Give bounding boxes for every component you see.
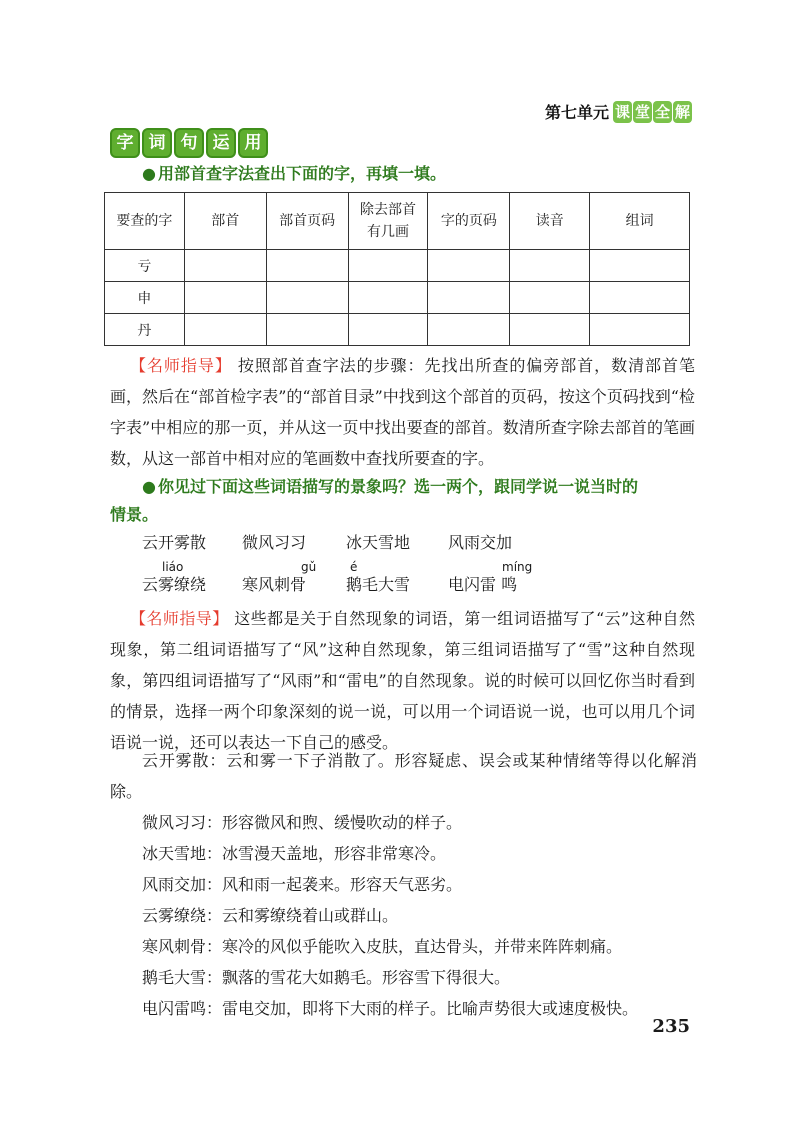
word: 鹅毛大雪 — [346, 575, 411, 594]
definition-item: 鹅毛大雪：飘落的雪花大如鹅毛。形容雪下得很大。 — [142, 968, 511, 987]
blank-cell[interactable] — [266, 250, 348, 282]
word: 风雨交加 — [448, 533, 513, 552]
table-header-cell: 读音 — [510, 193, 590, 250]
bullet-dot-icon: ● — [142, 477, 156, 496]
table-header-cell: 组词 — [590, 193, 690, 250]
blank-cell[interactable] — [184, 314, 266, 346]
ketang-quanjie-logo — [613, 101, 692, 123]
logo-char: 堂 — [634, 102, 650, 121]
banner-char: 运 — [206, 128, 236, 158]
definition-item: 冰天雪地：冰雪漫天盖地，形容非常寒冷。 — [142, 844, 447, 863]
definition-item: 电闪雷鸣：雷电交加，即将下大雨的样子。比喻声势很大或速度极快。 — [142, 999, 639, 1018]
table-header-cell: 部首页码 — [266, 193, 348, 250]
word: 寒风刺骨 — [242, 575, 307, 594]
task-1-text: 用部首查字法查出下面的字，再填一填。 — [157, 164, 446, 183]
teacher-guide-1 — [110, 350, 695, 474]
teacher-guide-text: 按照部首查字法的步骤：先找出所查的偏旁部首，数清部首笔画，然后在“部首检字表”的“部首目录”中找到这个部首的页码，按这个页码找到“检字表”中相应的那一页，并从这一页中找出要查的部首。数清所查字除去部首的笔画数，从这一部首中相对应的笔画数中查找所要查的字。 — [110, 356, 695, 468]
table-header-cell: 字的页码 — [428, 193, 510, 250]
table-header-cell: 部首 — [184, 193, 266, 250]
word: 云雾缭绕 — [142, 575, 207, 594]
task-1-instruction — [142, 161, 446, 184]
logo-char: 课 — [614, 102, 630, 121]
blank-cell[interactable] — [428, 250, 510, 282]
blank-cell[interactable] — [348, 250, 428, 282]
word: 云开雾散 — [142, 533, 207, 552]
blank-cell[interactable] — [590, 250, 690, 282]
blank-cell[interactable] — [428, 314, 510, 346]
section-banner — [110, 128, 268, 158]
table-row — [105, 282, 690, 314]
banner-char: 词 — [142, 128, 172, 158]
blank-cell[interactable] — [428, 282, 510, 314]
blank-cell[interactable] — [184, 250, 266, 282]
word: 微风习习 — [242, 533, 307, 552]
teacher-guide-2 — [110, 603, 695, 758]
table-header-cell: 要查的字 — [105, 193, 185, 250]
word: 电闪雷 鸣 — [448, 575, 518, 594]
page-number: 235 — [652, 1016, 690, 1037]
table-header-row — [105, 193, 690, 250]
teacher-guide-text: 这些都是关于自然现象的词语，第一组词语描写了“云”这种自然现象，第二组词语描写了“风”这种自然现象，第三组词语描写了“雪”这种自然现象，第四组词语描写了“风雨”和“雷电”的自然现象。说的时候可以回忆你当时看到的情景，选择一两个印象深刻的说一说，可以用一个词语说一说，也可以用几个词语说一说，还可以表达一下自己的感受。 — [110, 609, 695, 752]
logo-char: 全 — [654, 102, 670, 121]
blank-cell[interactable] — [266, 282, 348, 314]
blank-cell[interactable] — [510, 282, 590, 314]
blank-cell[interactable] — [590, 314, 690, 346]
banner-char: 句 — [174, 128, 204, 158]
teacher-guide-tag: 【名师指导】 — [130, 609, 229, 628]
pinyin: míng — [502, 560, 533, 574]
blank-cell[interactable] — [348, 282, 428, 314]
task-2-text-cont: 情景。 — [110, 505, 159, 524]
definition-item: 云开雾散：云和雾一下子消散了。形容疑虑、误会或某种情绪等得以化解消除。 — [110, 751, 697, 801]
logo-char: 解 — [674, 102, 690, 121]
definition-item: 云雾缭绕：云和雾缭绕着山或群山。 — [142, 906, 399, 925]
blank-cell[interactable] — [266, 314, 348, 346]
blank-cell[interactable] — [348, 314, 428, 346]
word: 冰天雪地 — [346, 533, 411, 552]
char-cell: 亏 — [105, 250, 185, 282]
definition-item: 寒风刺骨：寒冷的风似乎能吹入皮肤，直达骨头，并带来阵阵刺痛。 — [142, 937, 623, 956]
char-cell: 丹 — [105, 314, 185, 346]
blank-cell[interactable] — [510, 314, 590, 346]
bullet-dot-icon: ● — [142, 164, 156, 183]
banner-char: 字 — [110, 128, 140, 158]
blank-cell[interactable] — [510, 250, 590, 282]
task-2-text: 你见过下面这些词语描写的景象吗？选一两个，跟同学说一说当时的 — [157, 477, 638, 496]
banner-char: 用 — [238, 128, 268, 158]
table-row — [105, 314, 690, 346]
radical-lookup-table — [104, 192, 690, 346]
char-cell: 申 — [105, 282, 185, 314]
pinyin: liáo — [162, 560, 184, 574]
teacher-guide-tag: 【名师指导】 — [130, 356, 232, 375]
unit-label: 第七单元 — [544, 103, 609, 122]
blank-cell[interactable] — [590, 282, 690, 314]
definition-item: 风雨交加：风和雨一起袭来。形容天气恶劣。 — [142, 875, 463, 894]
table-header-cell: 除去部首有几画 — [348, 193, 428, 250]
blank-cell[interactable] — [184, 282, 266, 314]
page-header — [545, 100, 692, 123]
pinyin: gǔ — [301, 560, 317, 574]
table-row — [105, 250, 690, 282]
definition-item: 微风习习：形容微风和煦、缓慢吹动的样子。 — [142, 813, 463, 832]
pinyin: é — [350, 560, 358, 574]
task-2-instruction — [110, 473, 702, 529]
